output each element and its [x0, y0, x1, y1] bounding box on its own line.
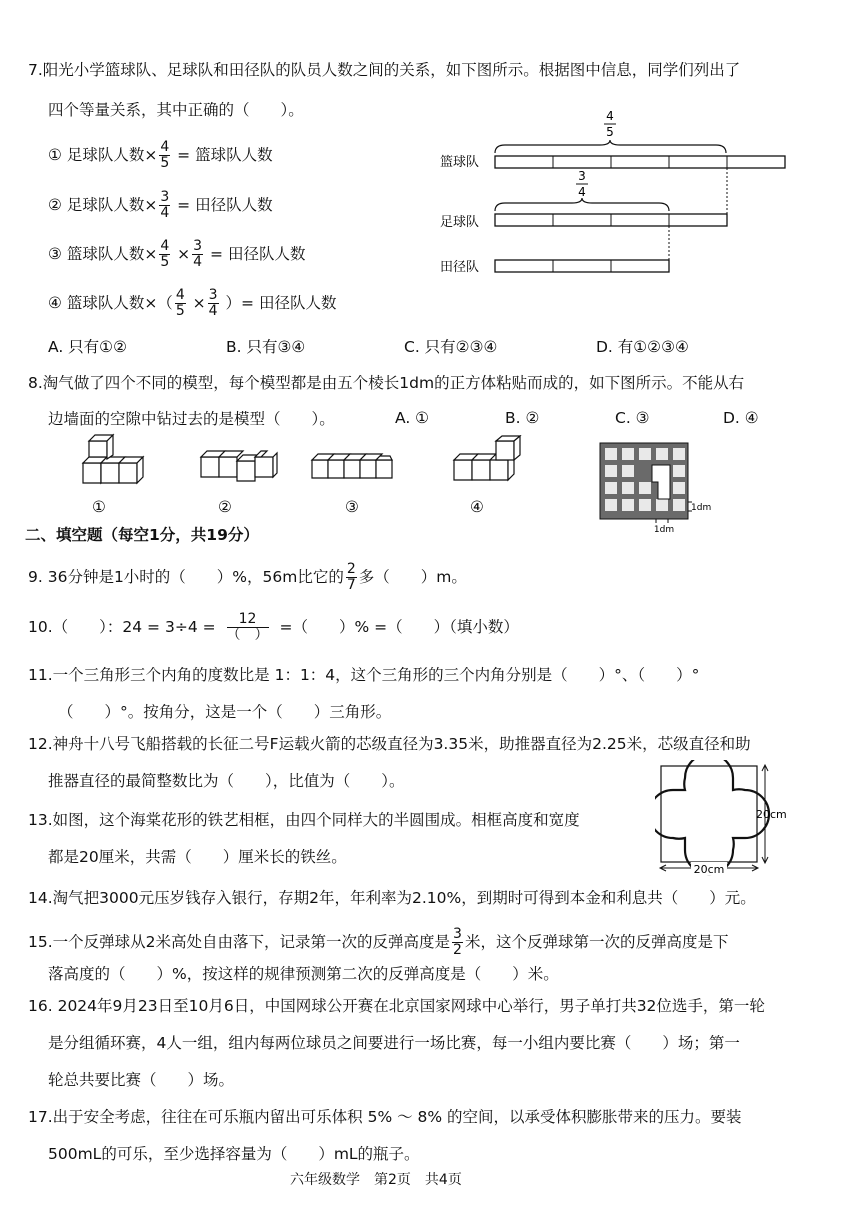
eq-rest: = 田径队人数: [177, 196, 273, 214]
q8-line2: 边墙面的空隙中钻过去的是模型（ ）。: [48, 410, 335, 428]
model-1-cubes: [75, 433, 155, 493]
q16-line3: 轮总共要比赛（ ）场。: [48, 1071, 235, 1089]
bar-football: [495, 214, 727, 226]
fraction: $\frac{2}{7}$: [346, 561, 356, 593]
q12-line2: 推器直径的最简整数比为（ ），比值为（ ）。: [48, 772, 405, 790]
q16-line1: 16. 2024年9月23日至10月6日，中国网球公开赛在北京国家网球中心举行，男子单打共32位选手，第一轮: [28, 997, 765, 1015]
model-4-cubes: [450, 435, 525, 490]
label-track: 田径队: [440, 260, 480, 275]
fraction: $\frac{3}{2}$: [453, 926, 462, 958]
q7-option-c[interactable]: C. 只有②③④: [404, 338, 498, 356]
bar-basketball: [495, 156, 785, 168]
model-2-label: ②: [218, 498, 232, 516]
label-football: 足球队: [440, 215, 480, 230]
fraction: $\frac{4}{5}$: [175, 287, 185, 319]
q7-eq1: [48, 140, 273, 171]
eq-rest: = 田径队人数: [210, 245, 306, 263]
fraction: $\frac{3}{4}$: [208, 287, 218, 319]
q8-line1: 8.淘气做了四个不同的模型，每个模型都是由五个棱长1dm的正方体粘贴而成的，如下图所示。不能从右: [28, 374, 745, 392]
q8-option-d[interactable]: D. ④: [723, 409, 759, 427]
q8-option-c[interactable]: C. ③: [615, 409, 650, 427]
label-basketball: 篮球队: [440, 155, 480, 170]
fraction: $\frac{3}{4}$: [160, 189, 170, 221]
q13-line1: 13.如图，这个海棠花形的铁艺相框，由四个同样大的半圆围成。相框高度和宽度: [28, 811, 580, 829]
q14: 14.淘气把3000元压岁钱存入银行，存期2年，年利率为2.10%，到期时可得到本金和利息共（ ）元。: [28, 889, 756, 907]
eq-times: ×: [177, 245, 191, 263]
q8-option-b[interactable]: B. ②: [505, 409, 540, 427]
q7-eq4: [48, 288, 336, 319]
eq-times: ×: [192, 294, 206, 312]
q7-bar-diagram: [430, 108, 800, 283]
model-3-label: ③: [345, 498, 359, 516]
section-2-heading: 二、填空题（每空1分，共19分）: [25, 526, 259, 544]
eq-label: ② 足球队人数×: [48, 196, 158, 214]
wall-dim-bottom: 1dm: [653, 525, 675, 535]
q9: 9. 36分钟是1小时的（ ）%，56m比它的 $\frac{2}{7}$ 多（ ）m。: [28, 561, 467, 593]
fraction: $\frac{4}{5}$: [160, 139, 170, 171]
eq-label: ④ 篮球队人数×（: [48, 294, 173, 312]
brace-top: [495, 140, 726, 153]
q15-line2: 落高度的（ ）%，按这样的规律预测第二次的反弹高度是（ ）米。: [48, 965, 559, 983]
wall-with-gap: [598, 440, 728, 535]
q16-line2: 是分组循环赛，4人一组，组内每两位球员之间要进行一场比赛，每一小组内要比赛（ ）场；第一: [48, 1034, 740, 1052]
model-1-label: ①: [92, 498, 106, 516]
bar-track: [495, 260, 669, 272]
q17-line2: 500mL的可乐，至少选择容量为（ ）mL的瓶子。: [48, 1145, 420, 1163]
q11-line2: （ ）°。按角分，这是一个（ ）三角形。: [58, 703, 392, 721]
q13-line2: 都是20厘米，共需（ ）厘米长的铁丝。: [48, 848, 347, 866]
model-4-label: ④: [470, 498, 484, 516]
q7-option-b[interactable]: B. 只有③④: [226, 338, 306, 356]
eq-label: ③ 篮球队人数×: [48, 245, 158, 263]
model-3-cubes: [308, 450, 398, 490]
q11-line1: 11.一个三角形三个内角的度数比是 1：1：4，这个三角形的三个内角分别是（ ）°、（ ）°: [28, 666, 700, 684]
q7-option-d[interactable]: D. 有①②③④: [596, 338, 689, 356]
eq-rest: = 篮球队人数: [177, 146, 273, 164]
fraction: $\frac{12}{( )}$: [226, 611, 269, 643]
q15-line1: 15.一个反弹球从2米高处自由落下，记录第一次的反弹高度是 $\frac{3}{2}$ 米，这个反弹球第一次的反弹高度是下: [28, 926, 729, 958]
q7-eq3: [48, 239, 305, 270]
q7-line2: 四个等量关系，其中正确的（ ）。: [48, 101, 304, 119]
q7-eq2: [48, 190, 273, 221]
q8-option-a[interactable]: A. ①: [395, 409, 430, 427]
dim-width: 20cm: [693, 863, 725, 876]
mid-frac-den: 4: [578, 185, 586, 199]
eq-label: ① 足球队人数×: [48, 146, 158, 164]
wall-dim-right: 1dm: [691, 503, 712, 513]
mid-frac-num: 3: [578, 169, 586, 183]
fraction: $\frac{4}{5}$: [160, 238, 170, 270]
fraction: $\frac{3}{4}$: [193, 238, 203, 270]
top-frac-num: 4: [606, 109, 614, 123]
brace-mid: [495, 198, 669, 211]
q7-line1: 7.阳光小学篮球队、足球队和田径队的队员人数之间的关系，如下图所示。根据图中信息，同学们列出了: [28, 61, 741, 79]
top-frac-den: 5: [606, 125, 614, 139]
model-2-cubes: [195, 443, 280, 488]
q10: 10.（ ）：24 = 3÷4 = $\frac{12}{( )}$ =（ ）% =（ ）（填小数）: [28, 611, 519, 643]
q7-option-a[interactable]: A. 只有①②: [48, 338, 127, 356]
dim-height: 20cm: [756, 808, 787, 821]
page-footer: 六年级数学 第2页 共4页: [290, 1172, 462, 1188]
eq-rest: ）= 田径队人数: [225, 294, 337, 312]
begonia-frame-figure: [655, 760, 790, 880]
q12-line1: 12.神舟十八号飞船搭载的长征二号F运载火箭的芯级直径为3.35米，助推器直径为2.25米，芯级直径和助: [28, 735, 751, 753]
q17-line1: 17.出于安全考虑，往往在可乐瓶内留出可乐体积 5% ～ 8% 的空间，以承受体积膨胀带来的压力。要装: [28, 1108, 742, 1126]
